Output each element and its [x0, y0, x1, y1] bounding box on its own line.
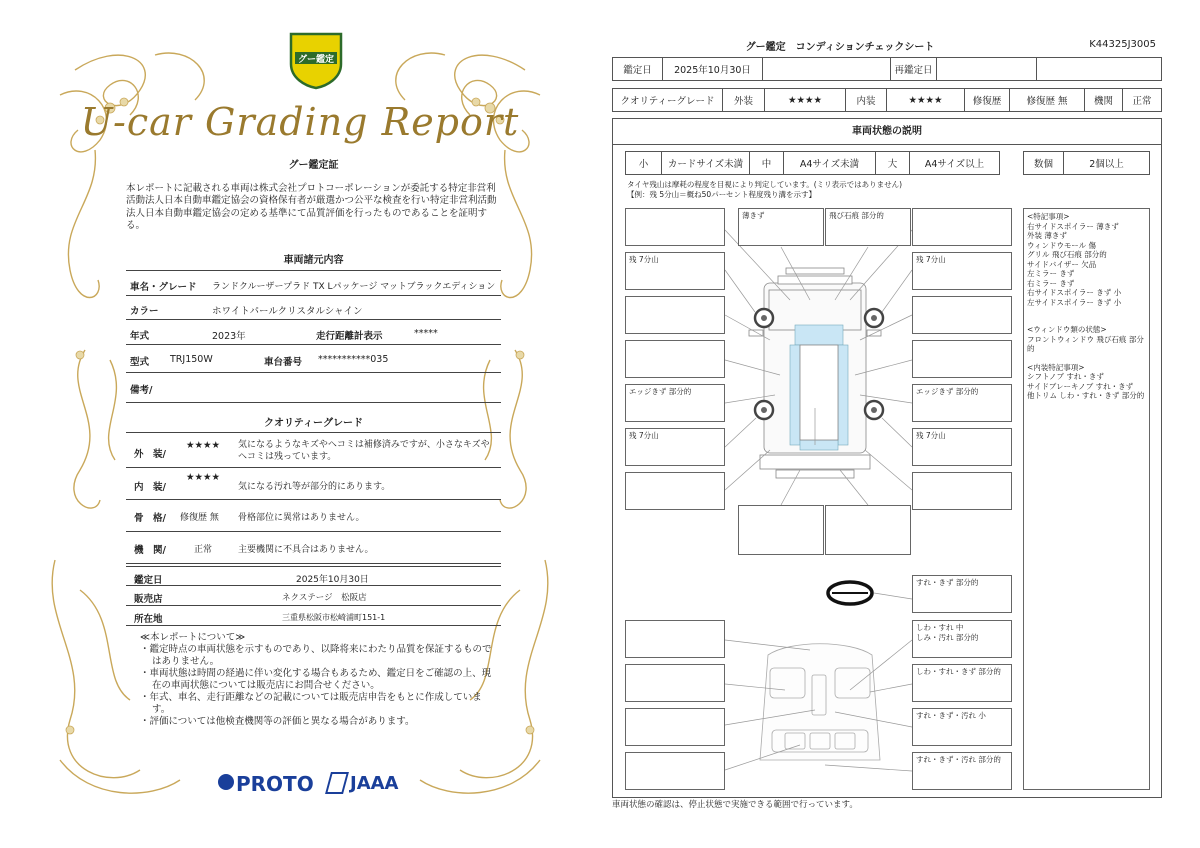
- shop-value: ネクステージ 松阪店: [282, 593, 367, 603]
- int-box-steering: すれ・きず 部分的: [912, 575, 1012, 613]
- address-value: 三重県松阪市松崎浦町151-1: [282, 613, 386, 622]
- engine-label: 機関: [1085, 89, 1123, 111]
- window-item: フロントウィンドウ 飛び石痕 部分的: [1027, 334, 1144, 353]
- spec-row-year: [126, 320, 501, 345]
- appraisal-date-value: 2025年10月30日: [663, 58, 763, 80]
- exterior-label: 外装: [723, 89, 765, 111]
- chassis-value: ***********035: [318, 354, 389, 365]
- repair-value: 修復歴 無: [1010, 89, 1085, 111]
- ext-box-rear-left: [625, 472, 725, 510]
- date-label: 鑑定日: [134, 575, 163, 586]
- appraisal-row-address: [126, 606, 501, 626]
- int-box-rear-seat: すれ・きず・汚れ 小: [912, 708, 1012, 746]
- special-item: 右サイドスポイラー きず 小: [1027, 288, 1122, 297]
- appraisal-row-date: [126, 566, 501, 586]
- name-value: ランドクルーザープラド TX Lパッケージ マットブラックエディション: [212, 282, 496, 292]
- exterior-text: 気になるようなキズやヘコミは補修済みですが、小さなキズやヘコミは残っています。: [238, 440, 490, 462]
- quality-row-engine: [126, 532, 501, 564]
- odometer-value: *****: [414, 328, 438, 339]
- footnote: 車両状態の確認は、停止状態で実施できる範囲で行っています。: [612, 800, 858, 810]
- section-title: 車両状態の説明: [613, 119, 1161, 145]
- address-label: 所在地: [134, 614, 163, 625]
- tire-note-line-1: タイヤ残山は摩耗の程度を目視により判定しています。(ミリ表示ではありません): [627, 180, 903, 189]
- special-item: グリル 飛び石痕 部分的: [1027, 250, 1107, 259]
- ext-box-left-1: [625, 296, 725, 334]
- special-item: サイドバイザー 欠品: [1027, 259, 1097, 269]
- special-item: 左ミラー きず: [1027, 269, 1075, 278]
- proto-logo-icon: [218, 774, 234, 790]
- count-desc: 2個以上: [1089, 159, 1124, 170]
- interior-item: シフトノブ すれ・きず: [1027, 372, 1104, 381]
- ext-box-left-2: [625, 340, 725, 378]
- logo-text: グー鑑定: [297, 55, 334, 65]
- quality-row-frame: [126, 500, 501, 532]
- interior-stars: ★★★★: [186, 472, 221, 483]
- frame-value: 修復歴 無: [180, 513, 219, 523]
- size-small: 小: [626, 152, 662, 174]
- spec-row-remarks: [126, 373, 501, 403]
- ext-box-rear-right: [912, 472, 1012, 510]
- quality-row-interior: [126, 468, 501, 500]
- int-box-left-4: [625, 752, 725, 790]
- cert-text: 本レポートに記載される車両は株式会社プロトコーポレーションが委託する特定非営利活動法人日本自動車鑑定協会の資格保有者が厳選かつ公平な検査を行い特定非営利活動法人日本自動車鑑定協会の定める基準にて品質評価を行ったものであることを証明する。: [126, 183, 497, 231]
- size-large: 大: [876, 152, 910, 174]
- report-id: K44325J3005: [1089, 39, 1156, 50]
- ext-box-top-center-left: 薄きず: [738, 208, 824, 246]
- sheet-title: グー鑑定 コンディションチェックシート: [745, 42, 935, 53]
- color-value: ホワイトパールクリスタルシャイン: [212, 306, 363, 317]
- note-item: ・鑑定時点の車両状態を示すものであり、以降将来にわたり品質を保証するものではありません。: [140, 644, 492, 667]
- ext-box-tire-rear-left: 残 7分山: [625, 428, 725, 466]
- exterior-stars: ★★★★: [765, 89, 846, 111]
- engine-value: 正常: [1132, 96, 1152, 107]
- appraisal-date-blank: [763, 58, 891, 80]
- name-label: 車名・グレード: [130, 282, 197, 293]
- spec-row-model: [126, 345, 501, 373]
- odometer-label: 走行距離計表示: [316, 331, 383, 342]
- frame-text: 骨格部位に異常はありません。: [238, 513, 365, 523]
- size-small-desc: カードサイズ未満: [662, 152, 750, 174]
- window-heading: <ウィンドウ類の状態>: [1027, 325, 1107, 334]
- reappraisal-blank: [1037, 58, 1161, 80]
- jaaa-logo-icon: [325, 772, 349, 794]
- interior-stars: ★★★★: [887, 89, 965, 111]
- chassis-label: 車台番号: [264, 357, 303, 368]
- interior-label: 内装: [846, 89, 887, 111]
- ext-box-tire-front-left: 残 7分山: [625, 252, 725, 290]
- size-mid-desc: A4サイズ未満: [784, 152, 876, 174]
- size-large-desc: A4サイズ以上: [924, 159, 985, 170]
- date-row: [612, 57, 1162, 81]
- engine-text: 主要機関に不具合はありません。: [238, 545, 374, 555]
- special-item: 右ミラー きず: [1027, 278, 1075, 288]
- reappraisal-value: [937, 58, 1037, 80]
- ext-box-bottom-center-right: [825, 505, 911, 555]
- exterior-stars: ★★★★: [186, 440, 221, 451]
- spec-heading: 車両諸元内容: [283, 255, 344, 266]
- interior-heading: <内装特記事項>: [1027, 362, 1085, 372]
- shop-label: 販売店: [134, 594, 163, 605]
- size-mid: 中: [750, 152, 784, 174]
- int-box-left-1: [625, 620, 725, 658]
- interior-item: 他トリム しわ・すれ・きず 部分的: [1027, 391, 1145, 400]
- int-box-cargo: すれ・きず・汚れ 部分的: [912, 752, 1012, 790]
- ext-box-tire-front-right: 残 7分山: [912, 252, 1012, 290]
- special-item: 左サイドスポイラー きず 小: [1027, 297, 1122, 307]
- ext-box-right-side: エッジきず 部分的: [912, 384, 1012, 422]
- color-label: カラー: [130, 306, 159, 317]
- ext-box-top-center-right: 飛び石痕 部分的: [825, 208, 911, 246]
- appraisal-date-label: 鑑定日: [613, 58, 663, 80]
- ext-box-tire-rear-right: 残 7分山: [912, 428, 1012, 466]
- special-heading: <特記事項>: [1027, 212, 1070, 221]
- int-box-front-seat: [912, 620, 1012, 658]
- note-item: ・評価については他検査機関等の評価と異なる場合があります。: [140, 716, 415, 727]
- quality-row-exterior: [126, 432, 501, 468]
- notes-heading: ≪本レポートについて≫: [140, 632, 246, 643]
- tire-note: [627, 180, 902, 200]
- brand-logos: [218, 772, 418, 798]
- front-seat-note-1: しわ・すれ 中: [916, 623, 964, 632]
- note-item: ・年式、車名、走行距離などの記載については販売店申告をもとに作成しています。: [140, 692, 482, 715]
- int-box-mid-seat: しわ・すれ・きず 部分的: [912, 664, 1012, 702]
- ext-box-right-1: [912, 296, 1012, 334]
- note-item: ・車両状態は時間の経過に伴い変化する場合もあるため、鑑定日をご確認の上、現在の車両状態については販売店にお問合せください。: [140, 668, 492, 691]
- exterior-label: 外 装/: [134, 449, 166, 460]
- reappraisal-label: 再鑑定日: [891, 58, 937, 80]
- int-box-left-2: [625, 664, 725, 702]
- count-label: 数個: [1024, 152, 1064, 174]
- ext-box-front-left: [625, 208, 725, 246]
- interior-label: 内 装/: [134, 482, 166, 493]
- count-legend: [1023, 151, 1150, 175]
- interior-text: 気になる汚れ等が部分的にあります。: [238, 482, 391, 492]
- frame-label: 骨 格/: [134, 513, 166, 524]
- engine-value: 正常: [194, 545, 213, 555]
- date-value: 2025年10月30日: [296, 575, 369, 585]
- special-item: 右サイドスポイラー 薄きず: [1027, 221, 1119, 231]
- year-value: 2023年: [212, 331, 246, 342]
- quality-grade-label: クオリティーグレード: [613, 89, 723, 111]
- interior-item: サイドブレーキノブ すれ・きず: [1027, 381, 1134, 391]
- front-seat-note-2: しみ・汚れ 部分的: [916, 633, 979, 642]
- engine-label: 機 関/: [134, 545, 166, 556]
- quality-heading: クオリティーグレード: [264, 418, 363, 429]
- size-legend: [625, 151, 1000, 175]
- spec-row-name: [126, 270, 501, 296]
- ext-box-left-side: エッジきず 部分的: [625, 384, 725, 422]
- appraisal-row-shop: [126, 586, 501, 606]
- spec-row-color: [126, 296, 501, 320]
- special-item: ウィンドウモール 傷: [1027, 240, 1096, 250]
- special-notes-panel: [1023, 208, 1150, 790]
- model-label: 型式: [130, 357, 150, 368]
- model-value: TRJ150W: [170, 354, 213, 365]
- year-label: 年式: [130, 331, 150, 342]
- notes: [140, 632, 496, 728]
- proto-logo-text: PROTO: [236, 772, 314, 796]
- repair-label: 修復歴: [965, 89, 1010, 111]
- ext-box-right-2: [912, 340, 1012, 378]
- grade-row: [612, 88, 1162, 112]
- special-item: 外装 薄きず: [1027, 231, 1067, 240]
- tire-note-line-2: 【例：残 5分山＝概ね50パーセント程度残り溝を示す】: [627, 190, 817, 199]
- ext-box-front-right: [912, 208, 1012, 246]
- ext-box-bottom-center-left: [738, 505, 824, 555]
- jaaa-logo-text: JAAA: [350, 773, 399, 794]
- cert-heading: グー鑑定証: [288, 160, 339, 171]
- remarks-label: 備考/: [130, 385, 153, 396]
- report-title: U-car Grading Report: [80, 100, 520, 144]
- int-box-left-3: [625, 708, 725, 746]
